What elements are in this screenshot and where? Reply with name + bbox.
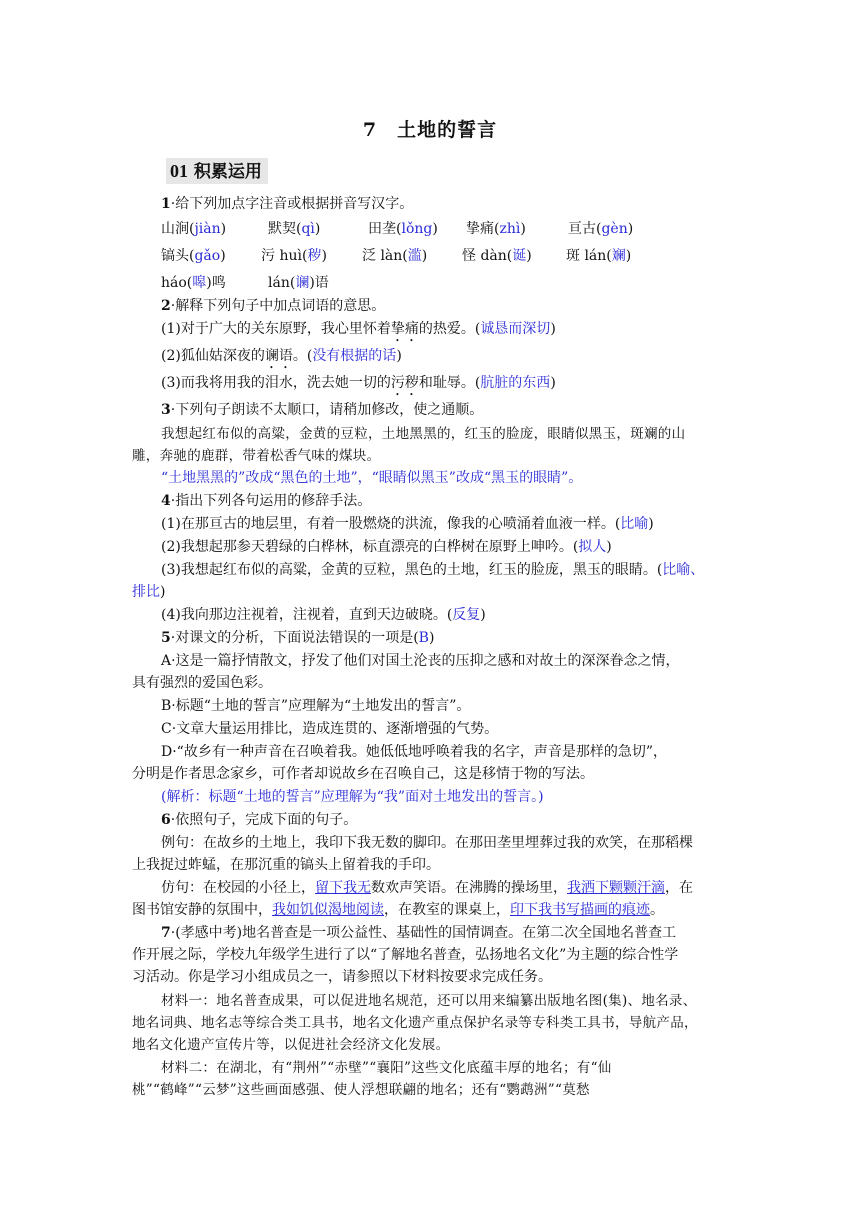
- lesson-title: 7 土地的誓言: [362, 119, 498, 141]
- q7-material-1-cont-2: 地名文化遗产宣传片等，以促进社会经济文化发展。: [132, 1037, 450, 1053]
- q1-item: 山涧(jiàn): [161, 221, 227, 237]
- q5-option-a: A·这是一篇抒情散文，抒发了他们对国土沦丧的压抑之感和对故土的深深眷念之情，: [161, 653, 680, 669]
- section-number: 01: [170, 161, 188, 181]
- q5-explanation: (解析：标题“土地的誓言”应理解为“我”面对土地发出的誓言。): [161, 789, 544, 805]
- q2-sentence-3: (3)而我将用我的泪水，洗去她一切的污秽和耻辱。(肮脏的东西): [161, 375, 556, 391]
- q6-example: 例句：在故乡的土地上，我印下我无数的脚印。在那田垄里埋葬过我的欢笑，在那稻棵: [161, 835, 693, 851]
- q1-item: 泛 làn(滥): [362, 248, 428, 264]
- q6-imitation: 仿句：在校园的小径上，留下我无数欢声笑语。在沸腾的操场里，我洒下颗颗汗滴，在: [161, 880, 693, 896]
- q4-sentence-3-cont: 排比): [132, 584, 166, 600]
- q5-option-c: C·文章大量运用排比，造成连贯的、逐渐增强的气势。: [161, 721, 499, 737]
- q7-material-2: 材料二：在湖北，有“荆州”“赤壁”“襄阳”这些文化底蕴丰厚的地名；有“仙: [161, 1060, 612, 1076]
- q5-option-a-cont: 具有强烈的爱国色彩。: [132, 675, 272, 691]
- q4-prompt: 4·指出下列各句运用的修辞手法。: [161, 493, 372, 509]
- q1-item: háo(嗥)鸣: [161, 275, 226, 291]
- q1-item: 污 huì(秽): [261, 248, 327, 264]
- q1-item: lán(谰)语: [268, 275, 329, 291]
- q1-item: 斑 lán(斓): [566, 248, 632, 264]
- q1-item: 镐头(gǎo): [161, 248, 226, 264]
- q7-prompt-cont-1: 作开展之际，学校九年级学生进行了以“了解地名普查，弘扬地名文化”为主题的综合性学: [132, 947, 679, 963]
- section-label: 积累运用: [193, 162, 262, 182]
- q3-quote-line-2: 雕，奔驰的鹿群，带着松香气味的煤块。: [132, 448, 381, 464]
- q5-option-d-cont: 分明是作者思念家乡，可作者却说故乡在召唤自己，这是移情于物的写法。: [132, 766, 594, 782]
- q7-material-1: 材料一：地名普查成果，可以促进地名规范，还可以用来编纂出版地名图(集)、地名录、: [161, 993, 697, 1009]
- q1-item: 默契(qì): [268, 221, 321, 237]
- q7-material-1-cont-1: 地名词典、地名志等综合类工具书，地名文化遗产重点保护名录等专科类工具书，导航产品，: [132, 1015, 698, 1031]
- q2-prompt: 2·解释下列句子中加点词语的意思。: [161, 298, 386, 314]
- q3-prompt: 3·下列句子朗读不太顺口，请稍加修改，使之通顺。: [161, 402, 484, 418]
- q6-example-cont: 上我捉过蚱蜢，在那沉重的镐头上留着我的手印。: [132, 857, 440, 873]
- q6-imitation-cont: 图书馆安静的氛围中，我如饥似渴地阅读，在教室的课桌上，印下我书写描画的痕迹。: [132, 902, 664, 918]
- q1-item: 亘古(gèn): [568, 221, 634, 237]
- q6-prompt: 6·依照句子，完成下面的句子。: [161, 812, 358, 828]
- section-heading: [166, 158, 268, 184]
- q3-quote-line-1: 我想起红布似的高粱，金黄的豆粒，土地黑黑的，红玉的脸庞，眼睛似黑玉，斑斓的山: [161, 426, 686, 442]
- q4-sentence-3: (3)我想起红布似的高粱，金黄的豆粒，黑色的土地，红玉的脸庞，黑玉的眼睛。(比喻、: [161, 562, 705, 578]
- q5-prompt: 5·对课文的分析，下面说法错误的一项是(B): [161, 630, 435, 646]
- q1-item: 怪 dàn(诞): [462, 248, 532, 264]
- q1-prompt: 1·给下列加点字注音或根据拼音写汉字。: [161, 196, 414, 212]
- q2-sentence-2: (2)狐仙姑深夜的谰语。(没有根据的话): [161, 348, 402, 364]
- q4-sentence-1: (1)在那亘古的地层里，有着一股燃烧的洪流，像我的心喷涌着血液一样。(比喻): [161, 516, 654, 532]
- q3-answer: “土地黑黑的”改成“黑色的土地”，“眼睛似黑玉”改成“黑玉的眼睛”。: [161, 470, 583, 486]
- q5-option-b: B·标题“土地的誓言”应理解为“土地发出的誓言”。: [161, 698, 471, 714]
- q7-prompt-cont-2: 习活动。你是学习小组成员之一，请参照以下材料按要求完成任务。: [132, 969, 552, 985]
- q5-option-d: D·“故乡有一种声音在召唤着我。她低低地呼唤着我的名字，声音是那样的急切”，: [161, 744, 667, 760]
- q1-item: 田垄(lǒng): [368, 221, 438, 237]
- q7-material-2-cont: 桃”“鹤峰”“云梦”这些画面感强、使人浮想联翩的地名；还有“鹦鹉洲”“莫愁: [132, 1082, 590, 1098]
- q4-sentence-2: (2)我想起那参天碧绿的白桦林，标直漂亮的白桦树在原野上呻吟。(拟人): [161, 539, 612, 555]
- q1-item: 挚痛(zhì): [466, 221, 526, 237]
- q7-prompt: 7·(孝感中考)地名普查是一项公益性、基础性的国情调查。在第二次全国地名普查工: [161, 925, 677, 941]
- q4-sentence-4: (4)我向那边注视着，注视着，直到天边破晓。(反复): [161, 607, 486, 623]
- q2-sentence-1: (1)对于广大的关东原野，我心里怀着挚痛的热爱。(诚恳而深切): [161, 321, 556, 337]
